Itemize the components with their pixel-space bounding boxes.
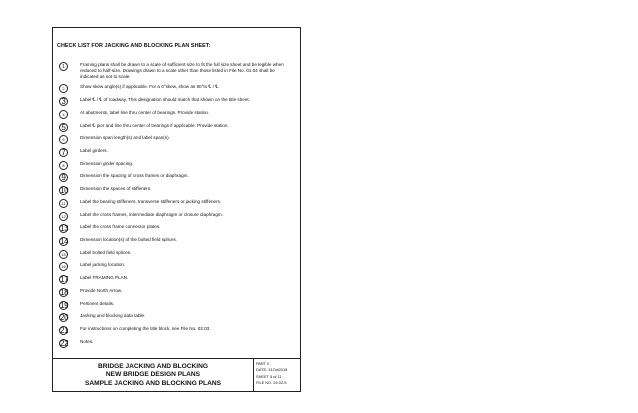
item-number: 14: [60, 237, 69, 246]
item-number: 12: [59, 212, 68, 221]
title-block-titles: [53, 359, 254, 391]
item-text: Label girders.: [80, 148, 108, 153]
item-number: 4: [59, 110, 68, 119]
title-line-2: NEW BRIDGE DESIGN PLANS: [105, 371, 201, 379]
date-label: DATE: 31Oct2018: [256, 367, 288, 373]
item-text: Label FRAMING PLAN.: [80, 275, 129, 280]
item-number: 18: [60, 288, 69, 297]
item-text: Label ℄ pier and line thru center of bearings if applicable. Provide station.: [80, 123, 229, 128]
title-block-meta: [256, 361, 301, 387]
item-number: 21: [60, 326, 69, 335]
item-number: 8: [59, 161, 68, 170]
item-number: 2: [59, 84, 68, 93]
title-block: [53, 358, 300, 391]
item-number: 19: [60, 301, 69, 310]
part-label: PART 2: [256, 361, 270, 366]
item-number: 16: [59, 262, 68, 271]
item-number: 5: [59, 123, 68, 132]
item-number: 20: [60, 313, 69, 322]
item-text: Dimension the spacing of cross frames or diaphragm.: [80, 173, 189, 178]
item-text: Label bolted field splices.: [80, 250, 132, 255]
item-number: 1: [59, 62, 68, 71]
item-text: Show skew angle(s) if applicable. For a 0°skew, show as 90°to ℄ / ℄.: [80, 84, 220, 89]
sheet-label: SHEET 5 of 11: [256, 373, 282, 379]
item-number: 15: [59, 250, 68, 259]
item-text: Dimension location(s) of the bolted field splices.: [80, 237, 178, 242]
item-number: 22: [60, 339, 69, 348]
item-text: Pertinent details.: [80, 301, 115, 306]
item-number: 13: [60, 224, 69, 233]
item-text: Label the cross frames, intermediate diaphragm or closure diaphragm.: [80, 212, 223, 217]
item-text: Dimension the spaces of stiffeners.: [80, 186, 152, 191]
item-text: At abutments, label line thru center of bearings. Provide station.: [80, 110, 210, 115]
file-number-label: FILE NO. 26.02-5: [256, 380, 287, 386]
item-number: 9: [59, 173, 68, 182]
item-text: For instructions on completing the title block, see File No. 03.03.: [80, 326, 211, 331]
item-text: Notes.: [80, 339, 94, 344]
item-number: 10: [60, 186, 69, 195]
item-text: Jacking and blocking data table.: [80, 313, 146, 318]
item-text: Framing plans shall be drawn to a scale of sufficient size to fit the full size sheet and be legible when reduced to half-size. Drawings drawn to a scale other than those listed in File No. 01.04 shall be indicated as not to scale.: [80, 62, 284, 79]
item-text: Dimension girder spacing.: [80, 161, 134, 166]
item-number: 7: [59, 148, 68, 157]
item-text: Label jacking location.: [80, 262, 126, 267]
title-line-1: BRIDGE JACKING AND BLOCKING: [97, 363, 209, 370]
item-number: 17: [60, 275, 69, 284]
item-number: 3: [59, 97, 68, 106]
item-number: 6: [59, 135, 68, 144]
checklist-heading: CHECK LIST FOR JACKING AND BLOCKING PLAN SHEET:: [57, 43, 211, 49]
item-number: 11: [59, 199, 68, 208]
title-line-3: SAMPLE JACKING AND BLOCKING PLANS: [84, 379, 222, 387]
item-text: Label ℄ / ℄ of roadway. This designation should match that shown on the title sheet.: [80, 97, 250, 102]
item-text: Provide North Arrow.: [80, 288, 123, 293]
item-text: Label the bearing stiffeners, transverse stiffeners or jacking stiffeners.: [80, 199, 222, 204]
item-text: Label the cross frame connector plates.: [80, 224, 161, 229]
item-text: Dimension span length(s) and label span(s).: [80, 135, 170, 140]
plan-sheet: [52, 27, 301, 392]
